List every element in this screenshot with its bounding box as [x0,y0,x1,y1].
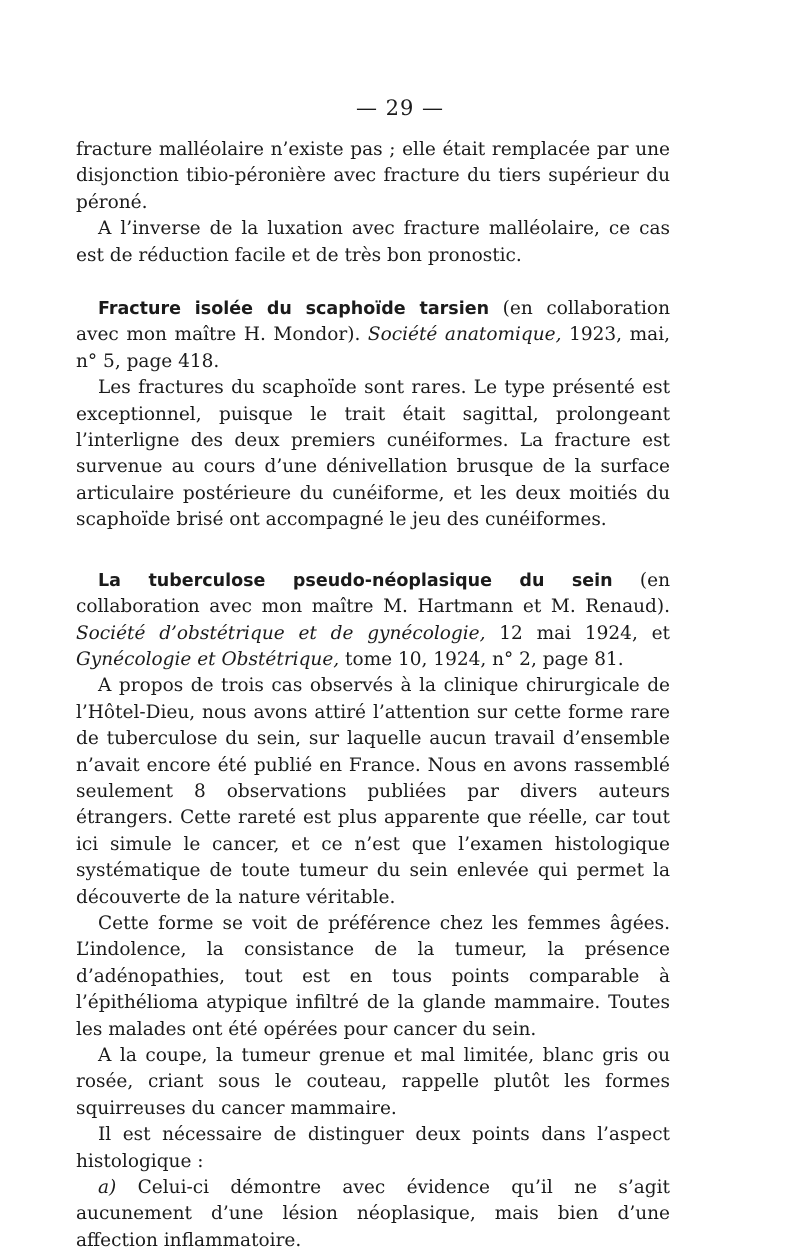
tuberculose-paragraph-3: A la coupe, la tumeur grenue et mal limitée, blanc gris ou rosée, criant sous le couteau, rappelle plutôt les formes squirreuses du cancer mammaire. [76,1045,670,1119]
item-a-marker: a) [98,1177,117,1199]
item-a-text: Celui-ci démontre avec évidence qu’il ne s’agit aucunement d’une lésion néoplasique, mais bien d’une affection inflammatoire. [76,1177,670,1251]
tuberculose-item-a [76,1175,670,1254]
tuberculose-journal-1: Société d’obstétrique et de gynécologie, [76,622,486,644]
intro-paragraph-1: fracture malléolaire n’existe pas ; elle était remplacée par une disjonction tibio-péronière avec fracture du tiers supérieur du péroné. [76,139,670,213]
tuberculose-title: La tuberculose pseudo-néoplasique du sein [98,570,613,591]
scaphoide-journal: Société anatomique, [367,324,562,346]
scaphoide-reference-a: (en collaboration avec mon maître H. Mondor). [76,298,670,346]
tuberculose-reference [76,568,670,674]
tuberculose-reference-c: tome 10, 1924, n° 2, page 81. [339,648,624,670]
scaphoide-reference [76,296,670,375]
body-text [76,137,670,1254]
scaphoide-paragraph-1: Les fractures du scaphoïde sont rares. Le type présenté est exceptionnel, puisque le trait était sagittal, prolongeant l’interligne des deux premiers cunéiformes. La fracture est survenue au cours d’une dénivellation brusque de la surface articulaire postérieure du cunéiforme, et les deux moitiés du scaphoïde brisé ont accompagné le jeu des cunéiformes. [76,377,670,531]
page-number: — 29 — [355,96,445,120]
tuberculose-paragraph-4: Il est nécessaire de distinguer deux points dans l’aspect histologique : [76,1124,670,1172]
intro-paragraph-2: A l’inverse de la luxation avec fracture malléolaire, ce cas est de réduction facile et de très bon pronostic. [76,218,670,266]
scaphoide-reference-b: 1923, mai, n° 5, page 418. [76,324,670,372]
scaphoide-title: Fracture isolée du scaphoïde tarsien [98,299,490,320]
tuberculose-reference-b: 12 mai 1924, et [485,622,670,644]
tuberculose-journal-2: Gynécologie et Obstétrique, [76,648,340,670]
tuberculose-paragraph-1: A propos de trois cas observés à la clinique chirurgicale de l’Hôtel-Dieu, nous avons attiré l’attention sur cette forme rare de tuberculose du sein, sur laquelle aucun travail d’ensemble n’avait encore été publié en France. Nous en avons rassemblé seulement 8 observations publiées par divers auteurs étrangers. Cette rareté est plus apparente que réelle, car tout ici simule le cancer, et ce n’est que l’examen histologique systématique de toute tumeur du sein enlevée qui permet la découverte de la nature véritable. [76,675,670,908]
tuberculose-paragraph-2: Cette forme se voit de préférence chez les femmes âgées. L’indolence, la consistance de la tumeur, la présence d’adénopathies, tout est en tous points comparable à l’épithélioma atypique infiltré de la glande mammaire. Toutes les malades ont été opérées pour cancer du sein. [76,912,670,1040]
tuberculose-reference-a: (en collaboration avec mon maître M. Hartmann et M. Renaud). [76,569,670,618]
